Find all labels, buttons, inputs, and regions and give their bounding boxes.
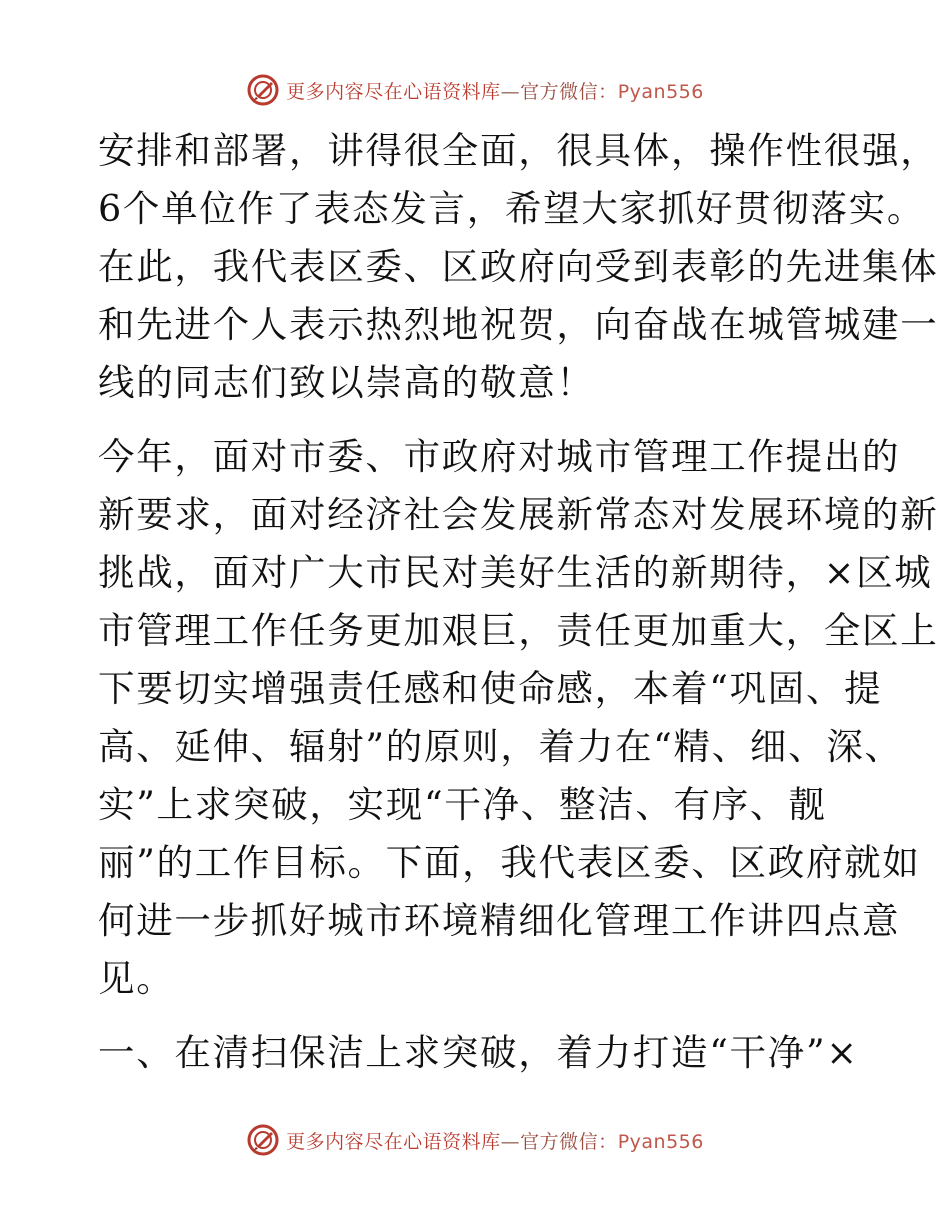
- paragraph-2-line: 下要切实增强责任感和使命感，本着“巩固、提: [98, 667, 883, 710]
- paragraph-1-line: 在此，我代表区委、区政府向受到表彰的先进集体: [98, 245, 939, 288]
- paragraph-2-line: 何进一步抓好城市环境精细化管理工作讲四点意: [98, 899, 901, 942]
- footer-banner-text: 更多内容尽在心语资料库—官方微信：Pyan556: [286, 1130, 704, 1153]
- header-watermark-banner: [0, 70, 950, 110]
- paragraph-2-line: 今年，面对市委、市政府对城市管理工作提出的: [98, 435, 901, 478]
- paragraph-2-line: 实”上求突破，实现“干净、整洁、有序、靓: [98, 783, 827, 826]
- document-body: [98, 122, 939, 1082]
- paragraph-2-line: 市管理工作任务更加艰巨，责任更加重大，全区上: [98, 609, 939, 652]
- footer-watermark-banner: [0, 1120, 950, 1160]
- paragraph-1-line: 安排和部署，讲得很全面，很具体，操作性很强，: [98, 129, 939, 172]
- section-heading-1: 一、在清扫保洁上求突破，着力打造“干净”×: [98, 1031, 859, 1074]
- paragraph-1-line: 和先进个人表示热烈地祝贺，向奋战在城管城建一: [98, 303, 939, 346]
- pen-logo-icon: [246, 73, 280, 107]
- pen-logo-icon: [246, 1123, 280, 1157]
- paragraph-2-line: 丽”的工作目标。下面，我代表区委、区政府就如: [98, 841, 921, 884]
- paragraph-2-line: 高、延伸、辐射”的原则，着力在“精、细、深、: [98, 725, 903, 768]
- paragraph-1-line: 线的同志们致以崇高的敬意！: [98, 361, 595, 404]
- paragraph-2-line: 新要求，面对经济社会发展新常态对发展环境的新: [98, 493, 939, 536]
- paragraph-2-line: 见。: [98, 957, 175, 1000]
- paragraph-1-line: 6个单位作了表态发言，希望大家抓好贯彻落实。: [98, 187, 926, 230]
- header-banner-text: 更多内容尽在心语资料库—官方微信：Pyan556: [286, 80, 704, 103]
- paragraph-2-line: 挑战，面对广大市民对美好生活的新期待，×区城: [98, 551, 933, 594]
